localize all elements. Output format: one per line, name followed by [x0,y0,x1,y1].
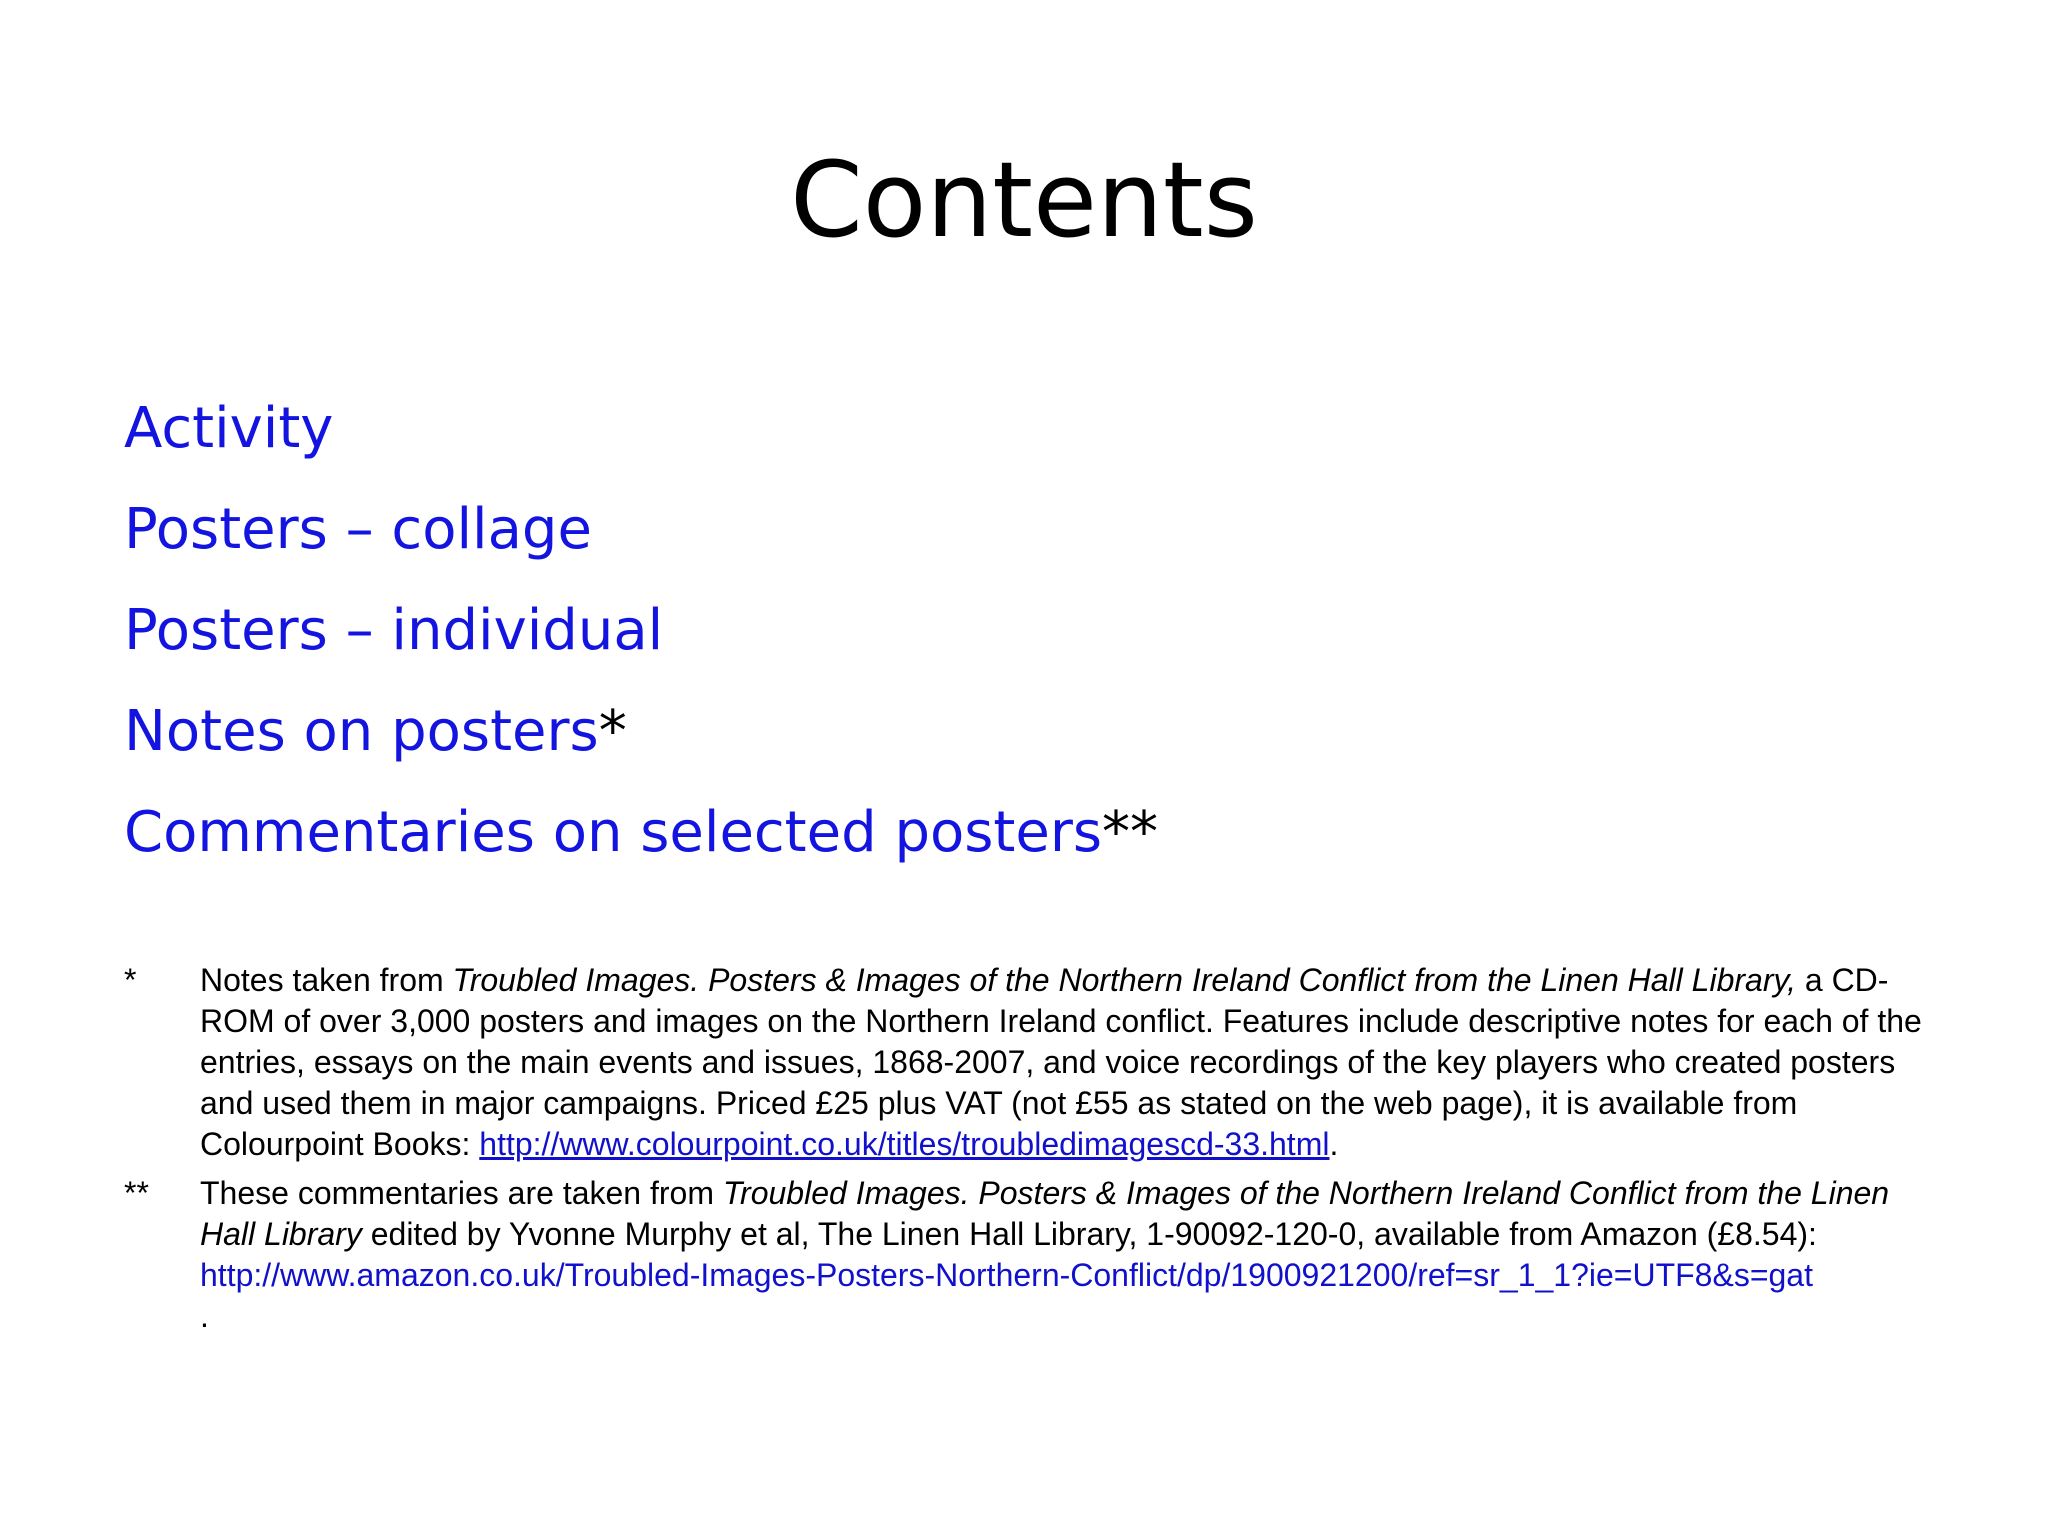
footnote-text: edited by Yvonne Murphy et al, The Linen Hall Library, 1-90092-120-0, available from Amazon (£8.54): [361,1216,1817,1252]
contents-item-notes-on-posters[interactable] [124,681,1158,782]
slide-title: Contents [790,139,1258,261]
contents-item-commentaries[interactable] [124,782,1158,883]
footnote-commentaries [0,1173,2048,1337]
footnote-notes [0,960,2048,1165]
contents-item-posters-individual[interactable] [124,580,1158,681]
footnote-intro: Notes taken from [200,962,453,998]
contents-item-label[interactable]: Posters – collage [124,497,592,562]
contents-item-label[interactable]: Activity [124,396,334,461]
footnote-text: a CD-ROM of over 3,000 posters and images on the Northern Ireland conflict. Features include descriptive notes for each of the entries, essays on the main events and issues, 1868-2007, and voice recordings of the key players who created posters and used them in major campaigns. Priced £25 plus VAT (not £55 as stated on the web page), it is available from Colourpoint Books: [200,962,1922,1162]
contents-item-label[interactable]: Posters – individual [124,598,664,663]
footnote-body [200,1173,1928,1337]
footnote-tail: . [200,1298,209,1334]
footnote-marker: ** [1102,800,1159,865]
footnote-source-title: Troubled Images. Posters & Images of the Northern Ireland Conflict from the Linen Hall Library [200,1175,1890,1252]
footnotes [0,960,2048,1337]
footnote-intro: These commentaries are taken from [200,1175,723,1211]
footnote-marker: * [598,699,627,764]
footnote-tail: . [1329,1126,1339,1162]
footnote-source-title: Troubled Images. Posters & Images of the Northern Ireland Conflict from the Linen Hall Library, [452,962,1796,998]
amazon-link[interactable]: http://www.amazon.co.uk/Troubled-Images-Posters-Northern-Conflict/dp/1900921200/ref=sr_1_1?ie=UTF8&s=gat [200,1257,1813,1293]
footnote-symbol: ** [124,1175,149,1211]
contents-item-label[interactable]: Notes on posters [124,699,599,764]
contents-item-label[interactable]: Commentaries on selected posters [124,800,1103,865]
colourpoint-link[interactable]: http://www.colourpoint.co.uk/titles/troubledimagescd-33.html [479,1126,1330,1162]
footnote-body [200,960,1928,1165]
contents-item-activity[interactable] [124,378,1158,479]
contents-item-posters-collage[interactable] [124,479,1158,580]
contents-list [124,378,1158,883]
footnote-symbol: * [124,962,137,998]
